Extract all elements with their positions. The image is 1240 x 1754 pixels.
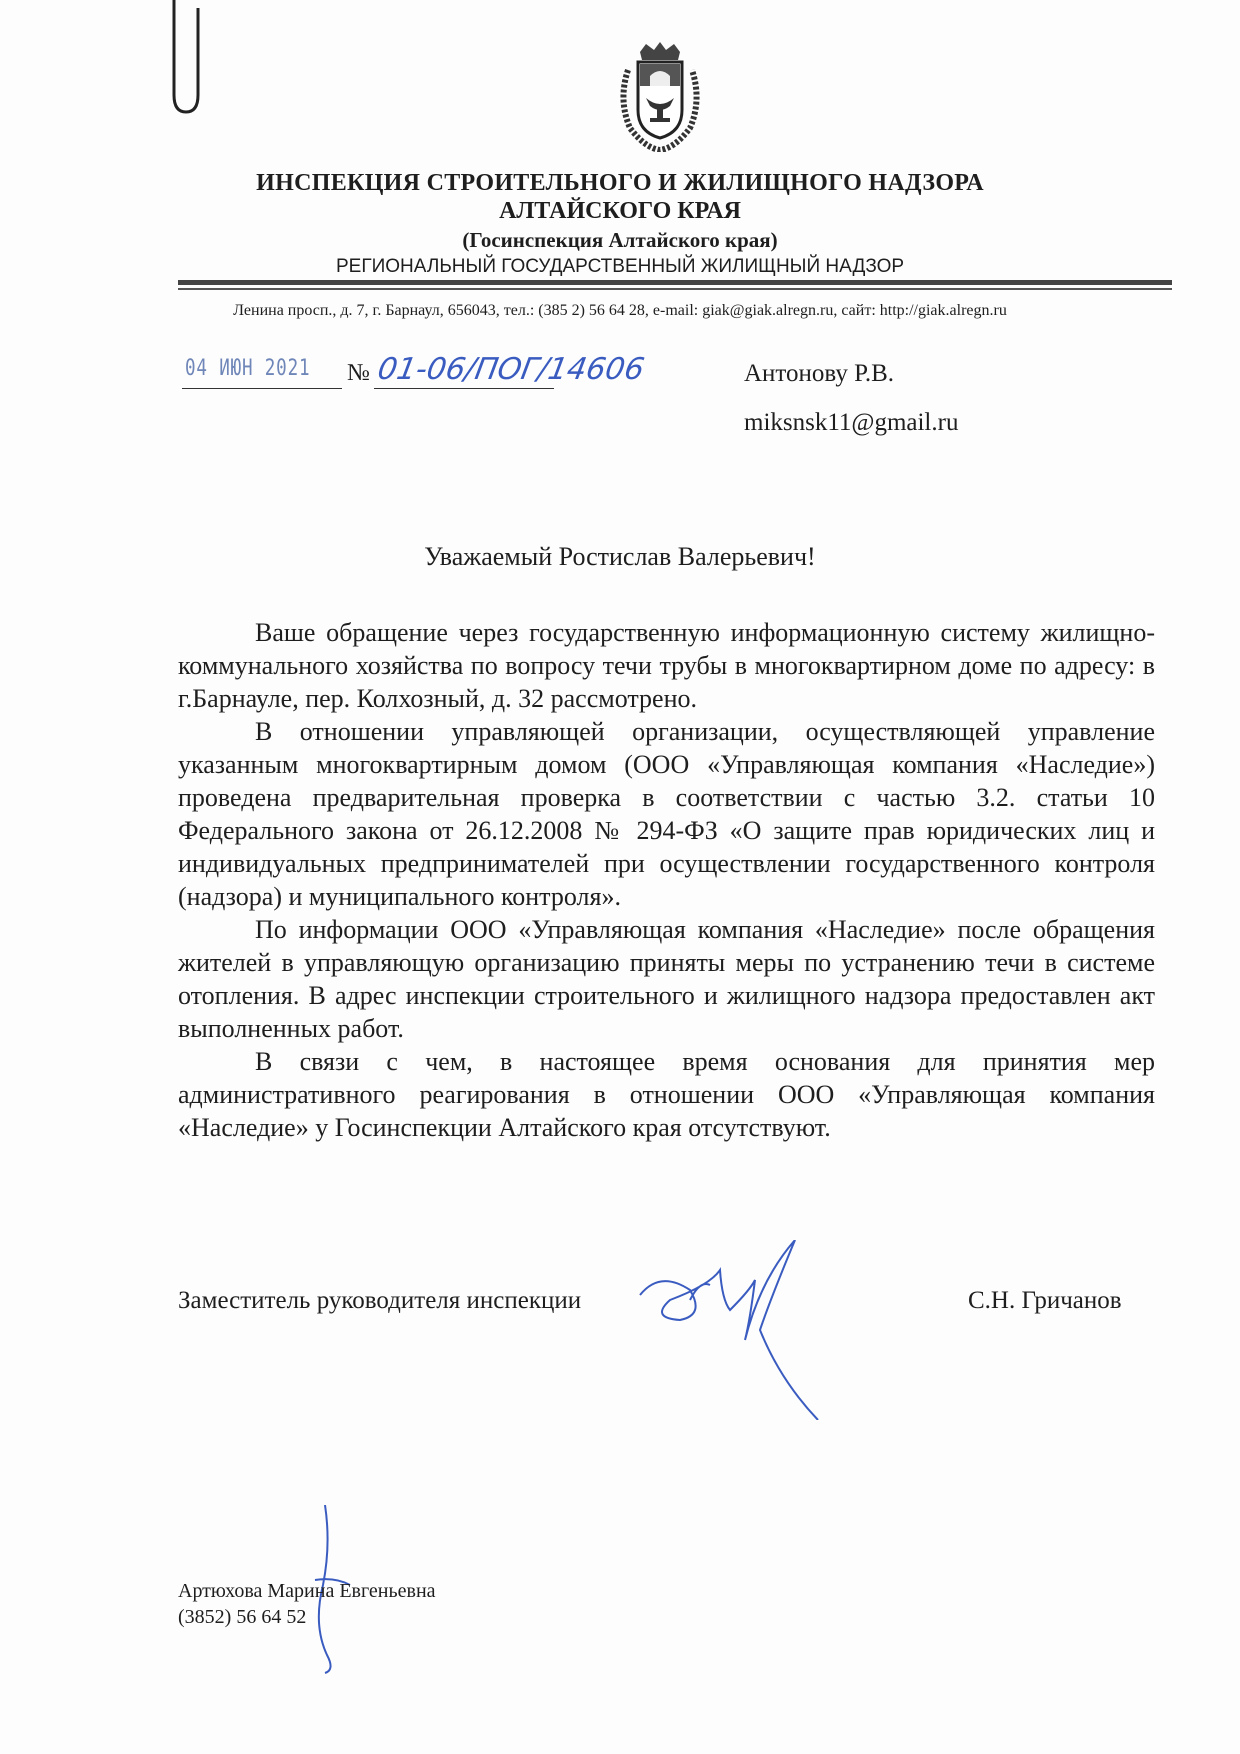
signer-name: С.Н. Гричанов	[968, 1287, 1122, 1314]
header-divider-thin	[178, 288, 1172, 290]
signer-position: Заместитель руководителя инспекции	[178, 1287, 582, 1314]
paragraph: В связи с чем, в настоящее время основания для принятия мер административного реагирования в отношении ООО «Управляющая компания «Наследие» у Госинспекции Алтайского края отсутствуют.	[178, 1047, 1155, 1142]
header-divider	[178, 280, 1172, 285]
org-title-line2: АЛТАЙСКОГО КРАЯ	[499, 198, 741, 224]
date-underline	[182, 388, 342, 389]
registration-number: 01-06/ПОГ/14606	[374, 352, 647, 387]
date-stamp: 04 ИЮН 2021	[185, 356, 311, 381]
recipient-name: Антонову Р.В.	[744, 360, 895, 387]
coat-of-arms-icon	[610, 40, 710, 152]
letter-body	[178, 616, 1155, 1144]
org-department: РЕГИОНАЛЬНЫЙ ГОСУДАРСТВЕННЫЙ ЖИЛИЩНЫЙ НАДЗОР	[335, 256, 905, 277]
number-sign: №	[347, 360, 370, 386]
salutation: Уважаемый Ростислав Валерьевич!	[424, 542, 816, 571]
executor-phone: (3852) 56 64 52	[178, 1606, 307, 1628]
signature-icon	[630, 1240, 830, 1420]
paragraph: По информации ООО «Управляющая компания «Наследие» после обращения жителей в управляющую организацию приняты меры по устранению течи в системе отопления. В адрес инспекции строительного и жилищного надзора предоставлен акт выполненных работ.	[178, 915, 1155, 1043]
org-address: Ленина просп., д. 7, г. Барнаул, 656043, тел.: (385 2) 56 64 28, e-mail: giak@giak.alregn.ru, сайт: http://giak.alregn.ru	[233, 302, 1007, 319]
paragraph: Ваше обращение через государственную информационную систему жилищно-коммунального хозяйства по вопросу течи трубы в многоквартирном доме по адресу: в г.Барнауле, пер. Колхозный, д. 32 рассмотрено.	[178, 618, 1155, 713]
paragraph: В отношении управляющей организации, осуществляющей управление указанным многоквартирным домом (ООО «Управляющая компания «Наследие») проведена предварительная проверка в соответствии с частью 3.2. статьи 10 Федерального закона от 26.12.2008 № 294-ФЗ «О защите прав юридических лиц и индивидуальных предпринимателей при осуществлении государственного контроля (надзора) и муниципального контроля».	[178, 717, 1155, 911]
recipient-email: miksnsk11@gmail.ru	[744, 409, 959, 436]
executor-name: Артюхова Марина Евгеньевна	[178, 1580, 436, 1602]
org-title-line1: ИНСПЕКЦИЯ СТРОИТЕЛЬНОГО И ЖИЛИЩНОГО НАДЗОРА	[256, 170, 984, 196]
org-short-name: (Госинспекция Алтайского края)	[462, 228, 778, 252]
paper-clip-icon	[162, 0, 212, 120]
number-underline	[374, 388, 554, 389]
